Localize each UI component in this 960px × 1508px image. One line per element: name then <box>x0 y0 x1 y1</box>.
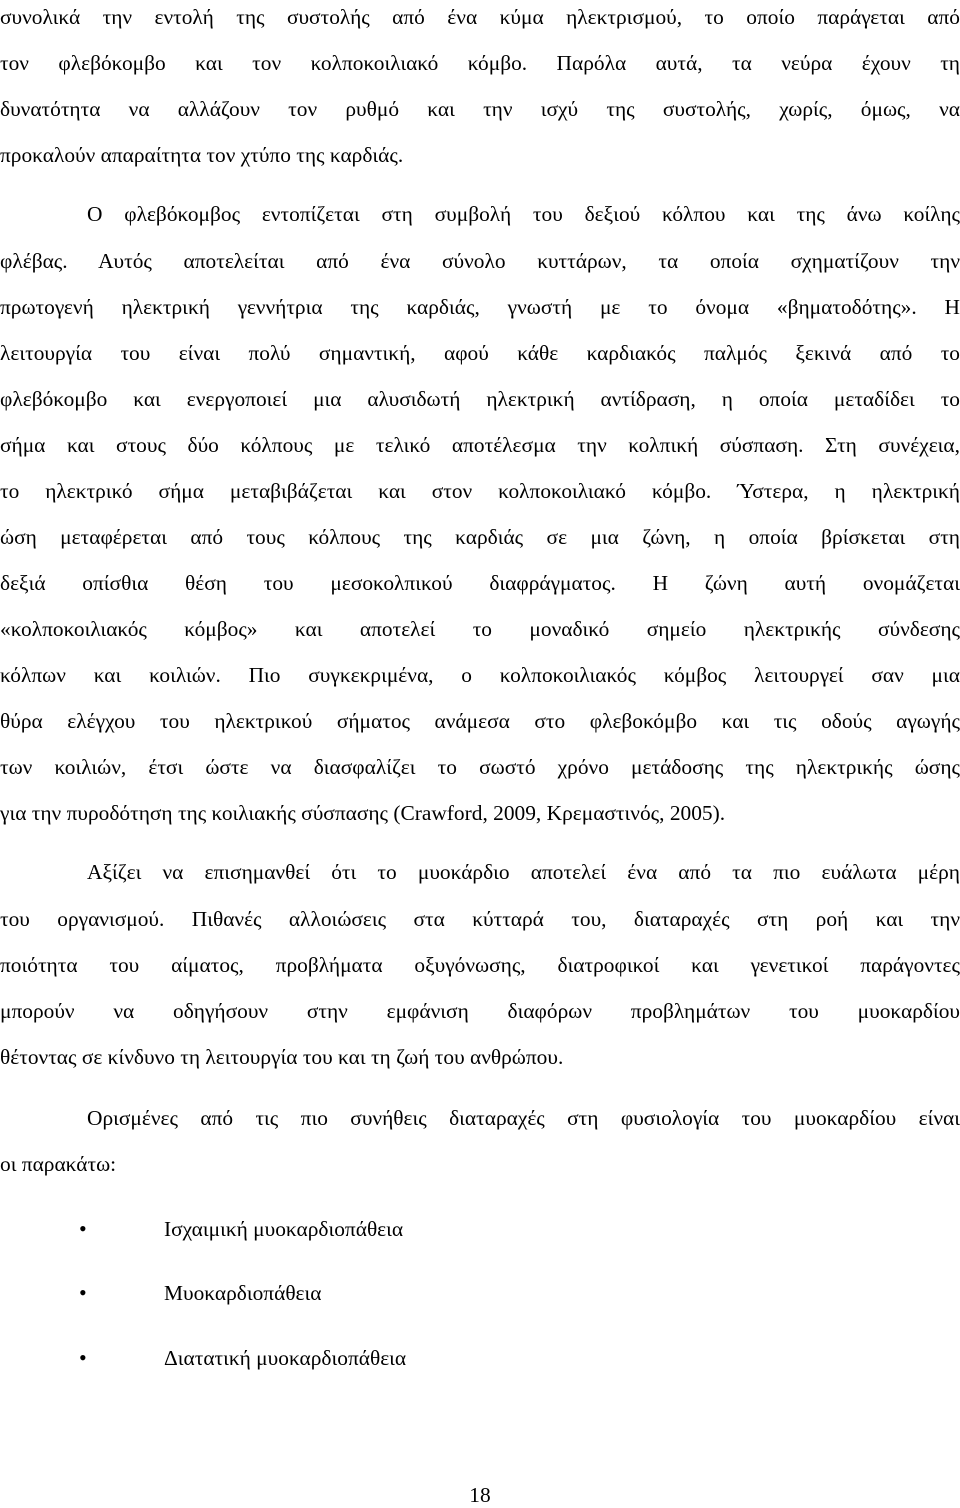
paragraph-line: μπορούν να οδηγήσουν στην εμφάνιση διαφόρων προβλημάτων του μυοκαρδίου <box>0 999 960 1023</box>
paragraph-line: το ηλεκτρικό σήμα μεταβιβάζεται και στον κολποκοιλιακό κόμβο. Ύστερα, η ηλεκτρική <box>0 479 960 503</box>
paragraph-line: Αξίζει να επισημανθεί ότι το μυοκάρδιο αποτελεί ένα από τα πιο ευάλωτα μέρη <box>87 860 960 884</box>
paragraph-line: λειτουργία του είναι πολύ σημαντική, αφού κάθε καρδιακός παλμός ξεκινά από το <box>0 341 960 365</box>
paragraph-line: ποιότητα του αίματος, προβλήματα οξυγόνωσης, διατροφικοί και γενετικοί παράγοντες <box>0 953 960 977</box>
bullet-icon: • <box>79 1216 87 1241</box>
paragraph-line: δυνατότητα να αλλάζουν τον ρυθμό και την ισχύ της συστολής, χωρίς, όμως, να <box>0 97 960 121</box>
paragraph-line: φλέβας. Αυτός αποτελείται από ένα σύνολο κυττάρων, τα οποία σχηματίζουν την <box>0 249 960 273</box>
paragraph-line: του οργανισμού. Πιθανές αλλοιώσεις στα κύτταρά του, διαταραχές στη ροή και την <box>0 907 960 931</box>
paragraph-line: σήμα και στους δύο κόλπους με τελικό αποτέλεσμα την κολπική σύσπαση. Στη συνέχεια, <box>0 433 960 457</box>
paragraph-line: συνολικά την εντολή της συστολής από ένα κύμα ηλεκτρισμού, το οποίο παράγεται από <box>0 5 960 29</box>
paragraph-line: δεξιά οπίσθια θέση του μεσοκολπικού διαφράγματος. Η ζώνη αυτή ονομάζεται <box>0 571 960 595</box>
list-item-text: Μυοκαρδιοπάθεια <box>164 1281 322 1305</box>
paragraph-line: τον φλεβόκομβο και τον κολποκοιλιακό κόμβο. Παρόλα αυτά, τα νεύρα έχουν τη <box>0 51 960 75</box>
bullet-icon: • <box>79 1345 87 1370</box>
paragraph-line: προκαλούν απαραίτητα τον χτύπο της καρδιάς. <box>0 143 404 167</box>
paragraph-line: «κολποκοιλιακός κόμβος» και αποτελεί το μοναδικό σημείο ηλεκτρικής σύνδεσης <box>0 617 960 641</box>
paragraph-line: κόλπων και κοιλιών. Πιο συγκεκριμένα, ο κολποκοιλιακός κόμβος λειτουργεί σαν μια <box>0 663 960 687</box>
paragraph-line: θέτοντας σε κίνδυνο τη λειτουργία του και τη ζωή του ανθρώπου. <box>0 1045 564 1069</box>
page-number: 18 <box>469 1483 491 1507</box>
paragraph-line: πρωτογενή ηλεκτρική γεννήτρια της καρδιάς, γνωστή με το όνομα «βηματοδότης». Η <box>0 295 960 319</box>
list-item-text: Ισχαιμική μυοκαρδιοπάθεια <box>164 1217 404 1241</box>
paragraph-line: οι παρακάτω: <box>0 1152 117 1176</box>
list-item-text: Διατατική μυοκαρδιοπάθεια <box>164 1346 407 1370</box>
paragraph-line: για την πυροδότηση της κοιλιακής σύσπασης (Crawford, 2009, Κρεμαστινός, 2005). <box>0 801 726 825</box>
bullet-icon: • <box>79 1280 87 1305</box>
paragraph-line: Ο φλεβόκομβος εντοπίζεται στη συμβολή του δεξιού κόλπου και της άνω κοίλης <box>87 202 960 226</box>
paragraph-line: θύρα ελέγχου του ηλεκτρικού σήματος ανάμεσα στο φλεβοκόμβο και τις οδούς αγωγής <box>0 709 960 733</box>
paragraph-line: των κοιλιών, έτσι ώστε να διασφαλίζει το σωστό χρόνο μετάδοσης της ηλεκτρικής ώσης <box>0 755 960 779</box>
paragraph-line: φλεβόκομβο και ενεργοποιεί μια αλυσιδωτή ηλεκτρική αντίδραση, η οποία μεταδίδει το <box>0 387 960 411</box>
paragraph-line: Ορισμένες από τις πιο συνήθεις διαταραχές στη φυσιολογία του μυοκαρδίου είναι <box>87 1106 960 1130</box>
paragraph-line: ώση μεταφέρεται από τους κόλπους της καρδιάς σε μια ζώνη, η οποία βρίσκεται στη <box>0 525 960 549</box>
